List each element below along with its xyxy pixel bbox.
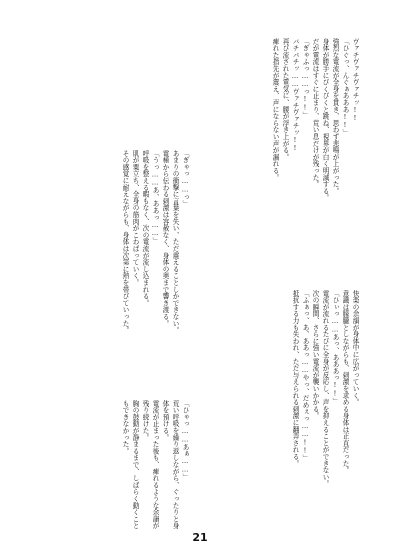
- text-column-bottom-left: 「ひゃっ……あぁ……」 荒い呼吸を繰り返しながら、ぐったりと身体を預ける。 電流が止まった後も、痺れるような余韻が残り続けた。 胸の鼓動が静まるまで、しばらく動くこともできなかった。: [121, 400, 189, 530]
- text-column-top-right: ヴァチヴァチヴァチッ!! 「ひぐっ、んぐぁあああ!!」 強烈な電流が全身を貫き、思わず悲鳴が上がった。 身体が勝手にびくびくと跳ね、視界が白く明滅する。 だが電流はすぐに止まり、荒い息だけが残った。 「ぎゃふっ……っ!!」 バチバチッ……ヴァチヴァチッ!! 再び流された電気に、腰が浮き上がる。 痺れた指先が震え、声にならない声が漏れる。: [271, 38, 359, 202]
- text-column-top-left: 「ぎゃっ……っ」 あまりの衝撃に言葉を失い、ただ震えることしかできない。 電極から伝わる刺激は容赦なく、身体の奥まで響き渡る。 「うっ……あ、ああっ……」 呼吸を整える暇もなく、次の電流が流し込まれる。 肌が粟立ち、全身の筋肉がこわばっていく。 その感覚に耐えながらも、身体は次第に熱を帯びていった。: [121, 150, 189, 334]
- page-number: 21: [192, 531, 208, 544]
- text-column-bottom-right: 快楽の余韻が身体中に広がっていく。 意識は朦朧としながらも、刺激を求める身体は正直だった。 「ひぃっ……あっ、あああっ!!」 電流が流れるたびに全身が反応し、声を抑えることができない。 次の瞬間、さらに強い電流が襲いかかる。 「ふぁっ、あ、ああっ……やっ、だめぇっ……!!」 抵抗する力も失われ、ただ与えられる刺激に翻弄される。: [291, 290, 359, 488]
